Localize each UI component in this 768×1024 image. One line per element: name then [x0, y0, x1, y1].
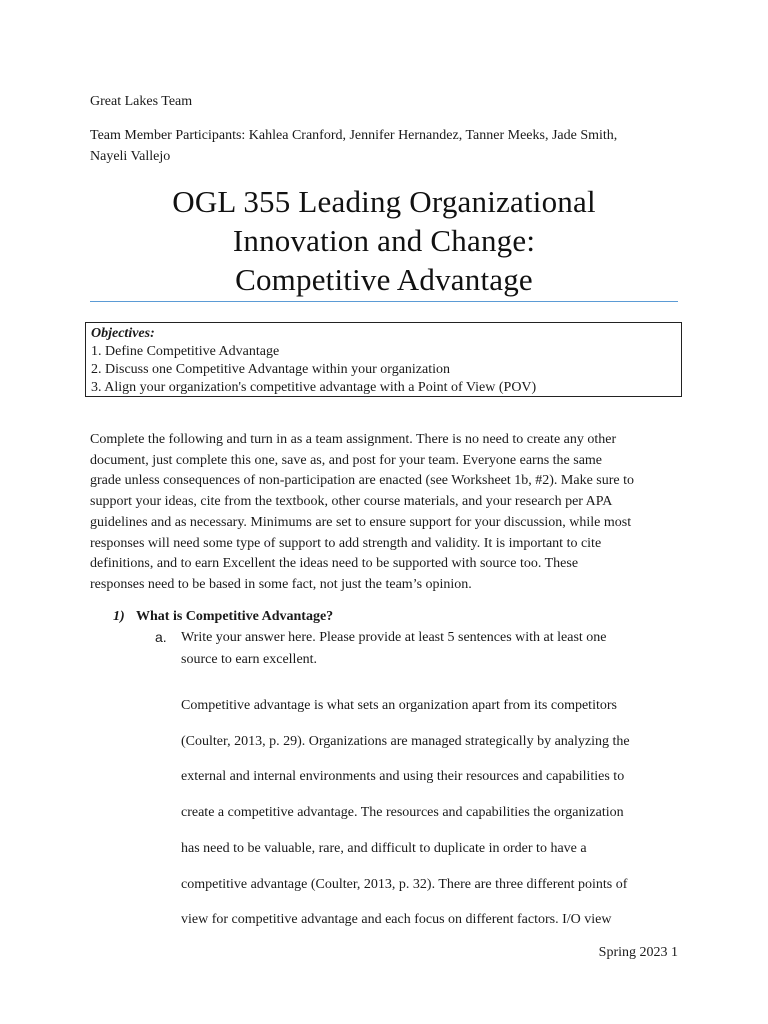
instructions-line: support your ideas, cite from the textbook, other course materials, and your research per APA [90, 494, 613, 510]
instructions-line: responses need to be based in some fact, not just the team’s opinion. [90, 576, 472, 592]
instructions-line: document, just complete this one, save as, and post for your team. Everyone earns the same [90, 452, 603, 468]
instruction-line: source to earn excellent. [181, 652, 318, 667]
answer-line: competitive advantage (Coulter, 2013, p. 32). There are three different points of [181, 876, 628, 892]
objective-item: 1. Define Competitive Advantage [91, 344, 280, 359]
answer-line: create a competitive advantage. The resources and capabilities the organization [181, 805, 624, 821]
page-footer: Spring 2023 1 [598, 945, 678, 960]
objectives-heading: Objectives: [91, 326, 155, 341]
question-1-number: 1) [113, 609, 125, 624]
instructions-line: responses will need some type of support to add strength and validity. It is important to cite [90, 535, 602, 551]
answer-line: Competitive advantage is what sets an organization apart from its competitors [181, 698, 617, 713]
participants-line-1: Team Member Participants: Kahlea Cranford, Jennifer Hernandez, Tanner Meeks, Jade Smith, [90, 128, 618, 143]
instructions-line: grade unless consequences of non-participation are enacted (see Worksheet 1b, #2). Make sure to [90, 473, 635, 489]
answer-line: external and internal environments and using their resources and capabilities to [181, 769, 625, 785]
question-1-sub-label: a. [155, 629, 167, 645]
document-title-line-3: Competitive Advantage [235, 262, 533, 297]
question-1-text: What is Competitive Advantage? [136, 609, 334, 624]
question-1-heading [113, 607, 333, 627]
objectives-box [85, 322, 682, 397]
objective-item: 3. Align your organization's competitive advantage with a Point of View (POV) [91, 380, 537, 395]
objective-item: 2. Discuss one Competitive Advantage within your organization [91, 362, 451, 377]
document-title-line-1: OGL 355 Leading Organizational [172, 184, 596, 219]
answer-line: (Coulter, 2013, p. 29). Organizations are managed strategically by analyzing the [181, 733, 630, 749]
title-divider [90, 301, 678, 302]
answer-line: has need to be valuable, rare, and difficult to duplicate in order to have a [181, 840, 587, 856]
answer-line: view for competitive advantage and each focus on different factors. I/O view [181, 912, 612, 928]
instructions-line: definitions, and to earn Excellent the ideas need to be supported with source too. These [90, 556, 579, 572]
question-1-instruction [181, 627, 607, 671]
participants-line-2: Nayeli Vallejo [90, 149, 171, 164]
instructions-line: guidelines and as necessary. Minimums are set to ensure support for your discussion, while most [90, 514, 632, 530]
instructions-paragraph [90, 430, 690, 596]
document-title-line-2: Innovation and Change: [232, 223, 536, 258]
instructions-line: Complete the following and turn in as a team assignment. There is no need to create any other [90, 432, 617, 447]
team-name: Great Lakes Team [90, 94, 193, 109]
question-1-answer [181, 688, 630, 938]
instruction-line: Write your answer here. Please provide at least 5 sentences with at least one [181, 630, 607, 645]
